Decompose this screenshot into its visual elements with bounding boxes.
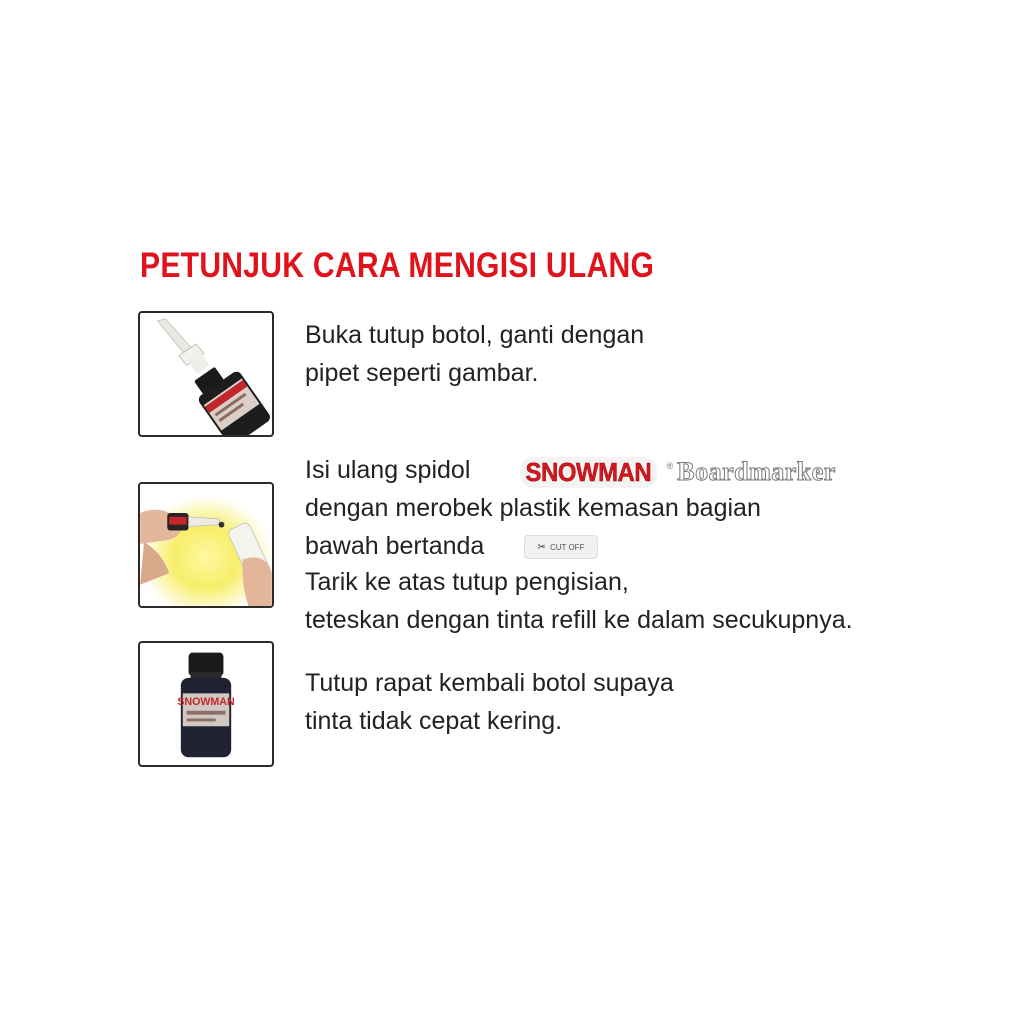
snowman-boardmarker-logo: [520, 458, 836, 486]
registered-mark: ®: [666, 461, 674, 471]
bottle-with-pipette-icon: [140, 313, 272, 435]
closed-ink-bottle-icon: [140, 643, 272, 765]
boardmarker-logo-text: Boardmarker: [677, 457, 836, 486]
scissors-icon: ✂: [537, 541, 546, 553]
snowman-logo-text: SNOWMAN: [520, 457, 657, 488]
step2-text-line-4: Tarik ke atas tutup pengisian,: [305, 568, 629, 596]
step2-text-line-2: dengan merobek plastik kemasan bagian: [305, 494, 761, 522]
bottle-label-text: SNOWMAN: [177, 695, 235, 708]
step3-text-line-2: tinta tidak cepat kering.: [305, 707, 563, 735]
step2-text-line-1: Isi ulang spidol: [305, 456, 471, 484]
step2-image: [138, 482, 274, 608]
cut-off-label: CUT OFF: [549, 542, 585, 552]
step2-text-line-3: bawah bertanda: [305, 532, 485, 560]
step1-text-line-2: pipet seperti gambar.: [305, 359, 539, 387]
step2-text-line-5: teteskan dengan tinta refill ke dalam secukupnya.: [305, 606, 853, 634]
step3-image: [138, 641, 274, 767]
step1-text-line-1: Buka tutup botol, ganti dengan: [305, 321, 645, 349]
step1-image: [138, 311, 274, 437]
page-title: PETUNJUK CARA MENGISI ULANG: [140, 246, 655, 285]
step3-text-line-1: Tutup rapat kembali botol supaya: [305, 669, 674, 697]
hand-refilling-marker-icon: [140, 484, 272, 606]
cut-off-tag: [524, 535, 598, 559]
